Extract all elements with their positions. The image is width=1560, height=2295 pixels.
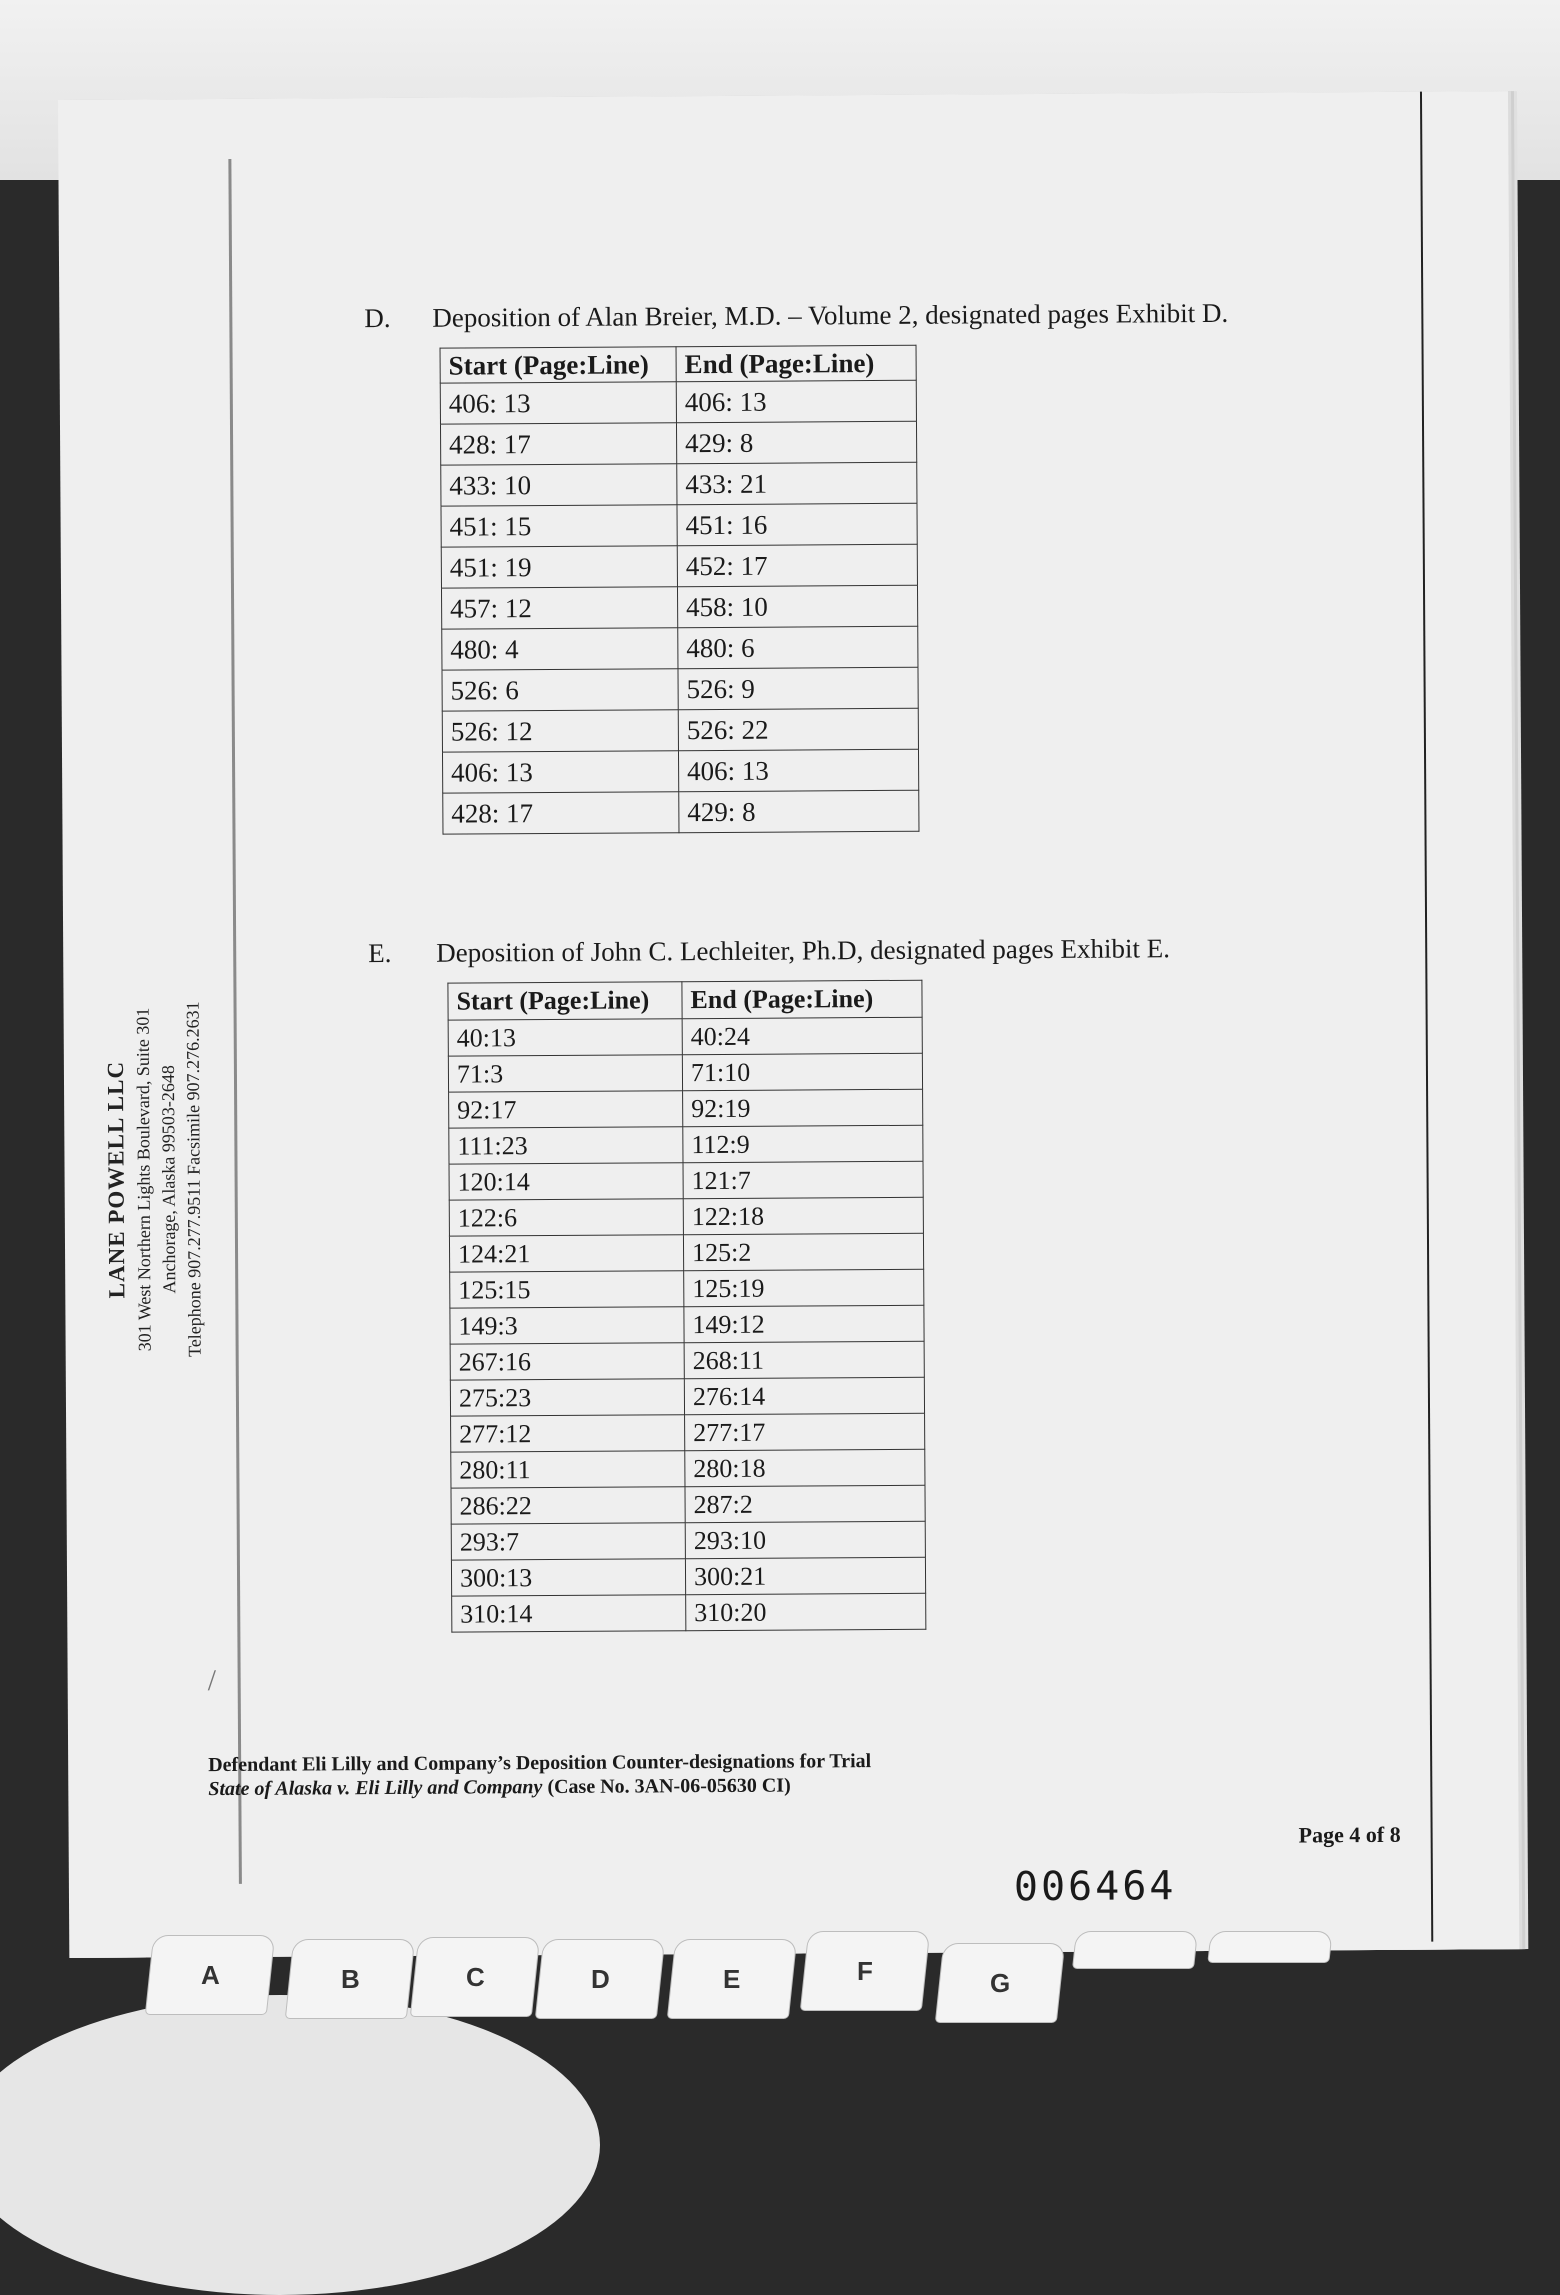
footer-case-number: (Case No. 3AN-06-05630 CI) [547, 1774, 791, 1799]
table-row [441, 544, 917, 588]
start-cell: 125:15 [450, 1271, 684, 1308]
end-cell: 268:11 [684, 1341, 924, 1378]
table-row [451, 1449, 925, 1488]
table-row [442, 626, 918, 670]
table-row [450, 1377, 924, 1416]
end-cell: 433: 21 [677, 462, 917, 504]
firm-name: LANE POWELL LLC [102, 1060, 130, 1299]
start-cell: 451: 15 [441, 505, 677, 547]
exhibit-tab-d[interactable] [536, 1940, 664, 2018]
section-e-letter: E. [368, 937, 392, 969]
end-cell: 480: 6 [678, 626, 918, 668]
end-cell: 277:17 [685, 1413, 925, 1450]
start-cell: 526: 12 [442, 710, 678, 752]
firm-phones: Telephone 907.277.9511 Facsimile 907.276.2631 [182, 1001, 205, 1358]
start-cell: 433: 10 [441, 464, 677, 506]
end-cell: 121:7 [683, 1161, 923, 1198]
exhibit-tab-blank[interactable] [1073, 1932, 1197, 1968]
start-cell: 280:11 [451, 1451, 685, 1488]
table-row [441, 462, 917, 506]
footer-case-caption [208, 1775, 791, 1802]
section-d-heading [364, 298, 1228, 334]
end-cell: 526: 9 [678, 667, 918, 709]
column-header-end: End (Page:Line) [682, 980, 922, 1018]
start-cell: 92:17 [449, 1091, 683, 1128]
table-row [443, 790, 919, 834]
footer-case-name: State of Alaska v. Eli Lilly and Company [208, 1776, 543, 1801]
table-row [452, 1593, 926, 1632]
start-cell: 428: 17 [440, 423, 676, 465]
background-object [0, 1995, 600, 2295]
start-cell: 275:23 [450, 1379, 684, 1416]
end-cell: 406: 13 [676, 380, 916, 422]
end-cell: 122:18 [683, 1197, 923, 1234]
exhibit-tab-e[interactable] [668, 1940, 796, 2018]
table-row [450, 1269, 924, 1308]
end-cell: 280:18 [685, 1449, 925, 1486]
end-cell: 112:9 [683, 1125, 923, 1162]
page-number: Page 4 of 8 [1298, 1821, 1401, 1848]
right-margin-rule [1420, 92, 1433, 1942]
start-cell: 71:3 [448, 1055, 682, 1092]
start-cell: 428: 17 [443, 792, 679, 834]
end-cell: 149:12 [684, 1305, 924, 1342]
start-cell: 457: 12 [441, 587, 677, 629]
table-header-row [440, 345, 916, 383]
end-cell: 300:21 [685, 1557, 925, 1594]
end-cell: 125:2 [683, 1233, 923, 1270]
table-row [451, 1413, 925, 1452]
table-row [448, 1053, 922, 1092]
table-row [451, 1557, 925, 1596]
end-cell: 40:24 [682, 1017, 922, 1054]
tab-label: C [465, 1961, 485, 1992]
table-row [451, 1485, 925, 1524]
table-row [440, 421, 916, 465]
section-e-title: Deposition of John C. Lechleiter, Ph.D, designated pages Exhibit E. [436, 933, 1171, 968]
section-d-title: Deposition of Alan Breier, M.D. – Volume 2, designated pages Exhibit D. [432, 297, 1229, 333]
end-cell: 92:19 [683, 1089, 923, 1126]
section-d-letter: D. [364, 302, 391, 334]
table-row [450, 1305, 924, 1344]
start-cell: 149:3 [450, 1307, 684, 1344]
exhibit-tab-b[interactable] [286, 1940, 414, 2018]
end-cell: 526: 22 [678, 708, 918, 750]
firm-letterhead [100, 899, 253, 1460]
start-cell: 526: 6 [442, 669, 678, 711]
table-row [449, 1161, 923, 1200]
table-row [449, 1197, 923, 1236]
start-cell: 111:23 [449, 1127, 683, 1164]
exhibit-tab-blank[interactable] [1208, 1932, 1331, 1962]
table-row [441, 585, 917, 629]
end-cell: 125:19 [684, 1269, 924, 1306]
exhibit-tab-c[interactable] [411, 1938, 539, 2016]
end-cell: 429: 8 [676, 421, 916, 463]
start-cell: 406: 13 [440, 382, 676, 424]
start-cell: 480: 4 [442, 628, 678, 670]
table-row [448, 1017, 922, 1056]
table-row [441, 503, 917, 547]
start-cell: 122:6 [449, 1199, 683, 1236]
end-cell: 293:10 [685, 1521, 925, 1558]
end-cell: 458: 10 [677, 585, 917, 627]
end-cell: 276:14 [684, 1377, 924, 1414]
firm-address: 301 West Northern Lights Boulevard, Suite 301 [132, 1007, 155, 1352]
section-e-heading [368, 933, 1170, 969]
exhibit-tab-g[interactable] [936, 1944, 1064, 2022]
firm-city: Anchorage, Alaska 99503-2648 [157, 1065, 180, 1294]
start-cell: 124:21 [449, 1235, 683, 1272]
section-e-table [447, 980, 926, 1633]
table-header-row [448, 980, 922, 1020]
table-row [449, 1233, 923, 1272]
end-cell: 451: 16 [677, 503, 917, 545]
table-row [449, 1089, 923, 1128]
table-row [449, 1125, 923, 1164]
table-row [442, 749, 918, 793]
start-cell: 300:13 [451, 1559, 685, 1596]
start-cell: 310:14 [452, 1595, 686, 1632]
table-row [440, 380, 916, 424]
bates-number: 006464 [1013, 1863, 1177, 1911]
end-cell: 310:20 [686, 1593, 926, 1630]
start-cell: 293:7 [451, 1523, 685, 1560]
column-header-end: End (Page:Line) [676, 345, 916, 381]
tab-label: G [989, 1967, 1011, 1998]
start-cell: 406: 13 [442, 751, 678, 793]
exhibit-tabs [150, 1930, 1350, 2010]
end-cell: 452: 17 [677, 544, 917, 586]
stray-mark: / [207, 1664, 217, 1698]
end-cell: 287:2 [685, 1485, 925, 1522]
start-cell: 267:16 [450, 1343, 684, 1380]
start-cell: 120:14 [449, 1163, 683, 1200]
tab-label: D [590, 1963, 610, 1994]
table-row [450, 1341, 924, 1380]
tab-label: E [723, 1963, 741, 1994]
end-cell: 406: 13 [678, 749, 918, 791]
start-cell: 286:22 [451, 1487, 685, 1524]
start-cell: 277:12 [451, 1415, 685, 1452]
start-cell: 40:13 [448, 1019, 682, 1056]
exhibit-tab-a[interactable] [146, 1936, 274, 2014]
document-page [58, 91, 1519, 1958]
tab-label: B [340, 1963, 360, 1994]
table-row [442, 708, 918, 752]
table-row [442, 667, 918, 711]
end-cell: 71:10 [682, 1053, 922, 1090]
table-row [451, 1521, 925, 1560]
section-d-table [440, 345, 920, 835]
start-cell: 451: 19 [441, 546, 677, 588]
tab-label: F [857, 1955, 873, 1986]
end-cell: 429: 8 [679, 790, 919, 832]
column-header-start: Start (Page:Line) [448, 982, 682, 1020]
tab-label: A [200, 1959, 220, 1990]
footer-document-title: Defendant Eli Lilly and Company’s Deposition Counter-designations for Trial [208, 1750, 872, 1777]
exhibit-tab-f[interactable] [801, 1932, 929, 2010]
column-header-start: Start (Page:Line) [440, 347, 676, 383]
